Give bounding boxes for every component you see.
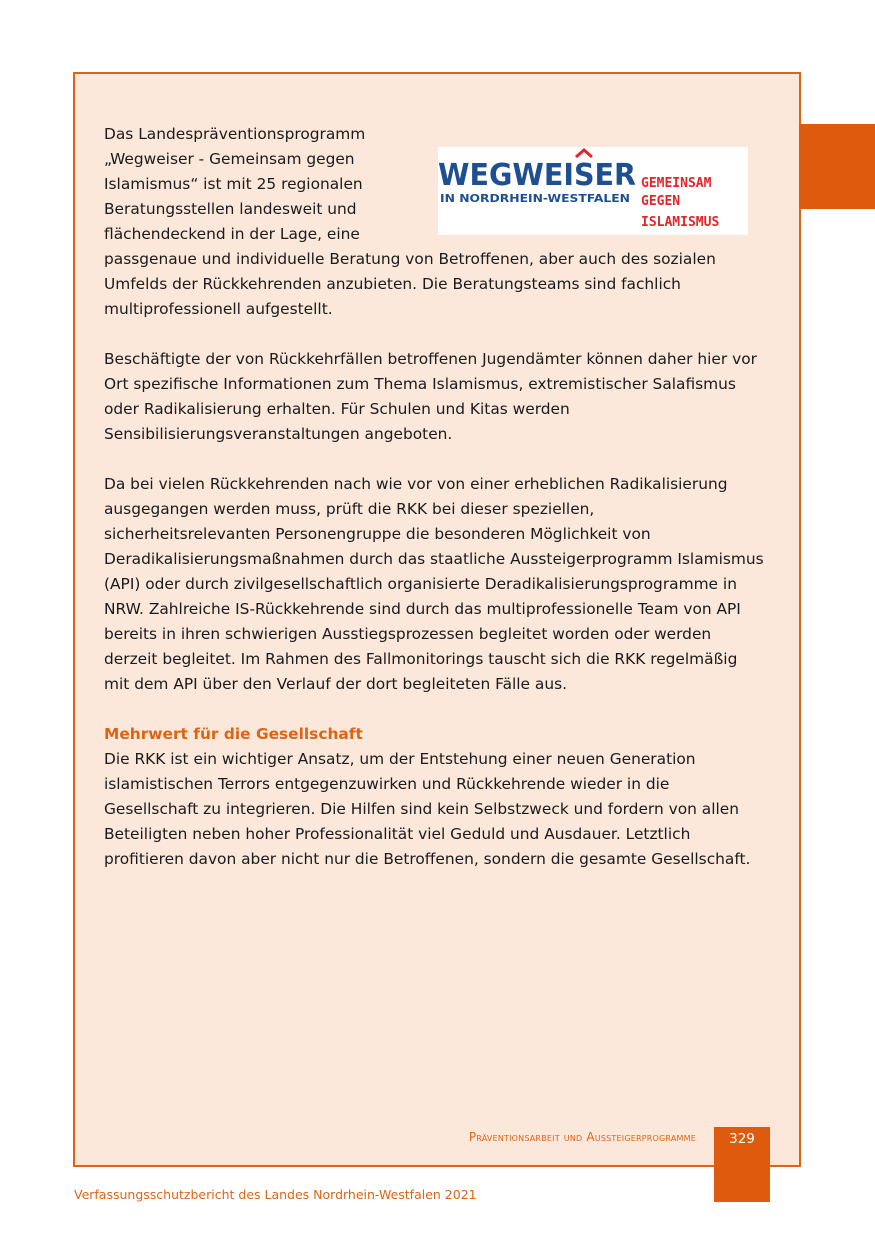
page-number: 329 [729, 1131, 755, 1147]
chapter-tab [799, 124, 875, 209]
section-heading: Mehrwert für die Gesellschaft [104, 725, 363, 743]
logo-arrow-icon [576, 150, 592, 157]
logo-tag-line-1: GEMEINSAM [641, 176, 712, 191]
paragraph-wegweiser: Das Landespräventionsprogramm „Wegweiser - Gemeinsam gegen Islamismus“ ist mit 25 regionalen Beratungsstellen landesweit und flächendeckend in der Lage, eine passgenaue und individuelle Beratung von Betroffenen, aber auch des sozialen Umfelds der Rückkehrenden anzubieten. Die Beratungsteams sind fachlich multiprofessionell aufgestellt. [104, 125, 716, 318]
article-body [104, 122, 764, 897]
paragraph-jugendaemter: Beschäftigte der von Rückkehrfällen betroffenen Jugendämter können daher hier vor Ort spezifische Informationen zum Thema Islamismus, extremistischer Salafismus oder Radikalisierung erhalten. Für Schulen und Kitas werden Sensibilisierungsveranstaltungen angeboten. [104, 350, 757, 443]
logo-sub-text: IN NORDRHEIN-WESTFALEN [440, 192, 630, 205]
paragraph-deradikalisierung: Da bei vielen Rückkehrenden nach wie vor von einer erheblichen Radikalisierung ausgegangen werden muss, prüft die RKK bei dieser speziellen, sicherheitsrelevanten Personengruppe die besonderen Möglichkeit von Deradikalisierungsmaßnahmen durch das staatliche Aussteigerprogramm Islamismus (API) oder durch zivilgesellschaftlich organisierte Deradikalisierungsprogramme in NRW. Zahlreiche IS-Rückkehrende sind durch das multiprofessionelle Team von API bereits in ihren schwierigen Ausstiegsprozessen begleitet worden oder werden derzeit begleitet. Im Rahmen des Fallmonitorings tauscht sich die RKK regelmäßig mit dem API über den Verlauf der dort begleiteten Fälle aus. [104, 475, 764, 693]
wegweiser-logo [438, 147, 748, 235]
logo-tag-line-2: GEGEN [641, 194, 681, 209]
document-footer: Verfassungsschutzbericht des Landes Nordrhein-Westfalen 2021 [74, 1187, 477, 1202]
logo-main-text: WEGWEISER [438, 158, 636, 193]
chapter-title: Präventionsarbeit und Aussteigerprogramme [468, 1130, 696, 1144]
logo-tag-line-3: ISLAMISMUS [641, 215, 720, 230]
paragraph-mehrwert: Die RKK ist ein wichtiger Ansatz, um der Entstehung einer neuen Generation islamistischen Terrors entgegenzuwirken und Rückkehrende wieder in die Gesellschaft zu integrieren. Die Hilfen sind kein Selbstzweck und fordern von allen Beteiligten neben hoher Professionalität viel Geduld und Ausdauer. Letztlich profitieren davon aber nicht nur die Betroffenen, sondern die gesamte Gesellschaft. [104, 750, 751, 868]
